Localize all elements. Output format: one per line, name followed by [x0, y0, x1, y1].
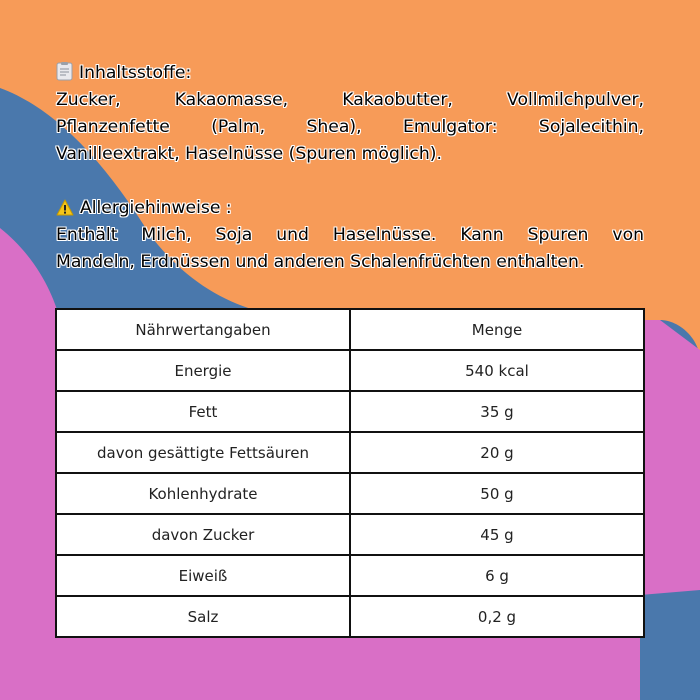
nutrient-name: davon gesättigte Fettsäuren [56, 432, 350, 473]
ingredients-word: Kakaobutter, [342, 90, 453, 110]
nutrient-name: Eiweiß [56, 555, 350, 596]
nutrient-amount: 35 g [350, 391, 644, 432]
nutrition-header-nutrient: Nährwertangaben [56, 309, 350, 350]
table-row [56, 391, 644, 432]
allergens-line-2: Mandeln, Erdnüssen und anderen Schalenfrüchten enthalten. [56, 252, 585, 272]
allergens-word: Enthält [56, 225, 118, 245]
nutrient-amount: 6 g [350, 555, 644, 596]
table-row [56, 350, 644, 391]
table-row [56, 596, 644, 637]
nutrient-name: Energie [56, 350, 350, 391]
allergens-line-1 [56, 222, 644, 249]
allergens-word: Spuren [527, 225, 589, 245]
ingredients-heading-text: Inhaltsstoffe: [79, 63, 192, 83]
table-row [56, 555, 644, 596]
allergens-word: von [612, 225, 644, 245]
ingredients-line-1 [56, 87, 644, 114]
ingredients-word: Sojalecithin, [538, 117, 644, 137]
nutrition-table [55, 308, 645, 638]
allergens-heading-text: Allergiehinweise : [80, 198, 232, 218]
table-row [56, 432, 644, 473]
nutrient-amount: 0,2 g [350, 596, 644, 637]
nutrient-amount: 540 kcal [350, 350, 644, 391]
ingredients-word: Kakaomasse, [174, 90, 289, 110]
allergens-word: Soja [215, 225, 253, 245]
table-row [56, 514, 644, 555]
ingredients-word: Shea), [306, 117, 362, 137]
ingredients-word: Vollmilchpulver, [507, 90, 644, 110]
allergens-word: Kann [460, 225, 504, 245]
nutrient-name: Fett [56, 391, 350, 432]
nutrition-header-row [56, 309, 644, 350]
ingredients-line-2 [56, 114, 644, 141]
allergens-heading [56, 195, 232, 225]
allergens-word: Haselnüsse. [332, 225, 437, 245]
nutrition-header-amount: Menge [350, 309, 644, 350]
ingredients-word: Zucker, [56, 90, 121, 110]
ingredients-line-3: Vanilleextrakt, Haselnüsse (Spuren möglich). [56, 144, 442, 164]
ingredients-word: (Palm, [211, 117, 266, 137]
ingredients-word: Pflanzenfette [56, 117, 170, 137]
table-row [56, 473, 644, 514]
nutrient-amount: 50 g [350, 473, 644, 514]
allergens-word: und [276, 225, 309, 245]
ingredients-word: Emulgator: [402, 117, 498, 137]
ingredients-text [56, 87, 644, 168]
ingredients-heading [56, 60, 191, 90]
nutrient-name: davon Zucker [56, 514, 350, 555]
clipboard-icon [56, 62, 73, 90]
warning-icon [56, 198, 74, 225]
nutrient-name: Kohlenhydrate [56, 473, 350, 514]
nutrient-name: Salz [56, 596, 350, 637]
nutrient-amount: 45 g [350, 514, 644, 555]
allergens-text [56, 222, 644, 276]
nutrient-amount: 20 g [350, 432, 644, 473]
allergens-word: Milch, [141, 225, 192, 245]
